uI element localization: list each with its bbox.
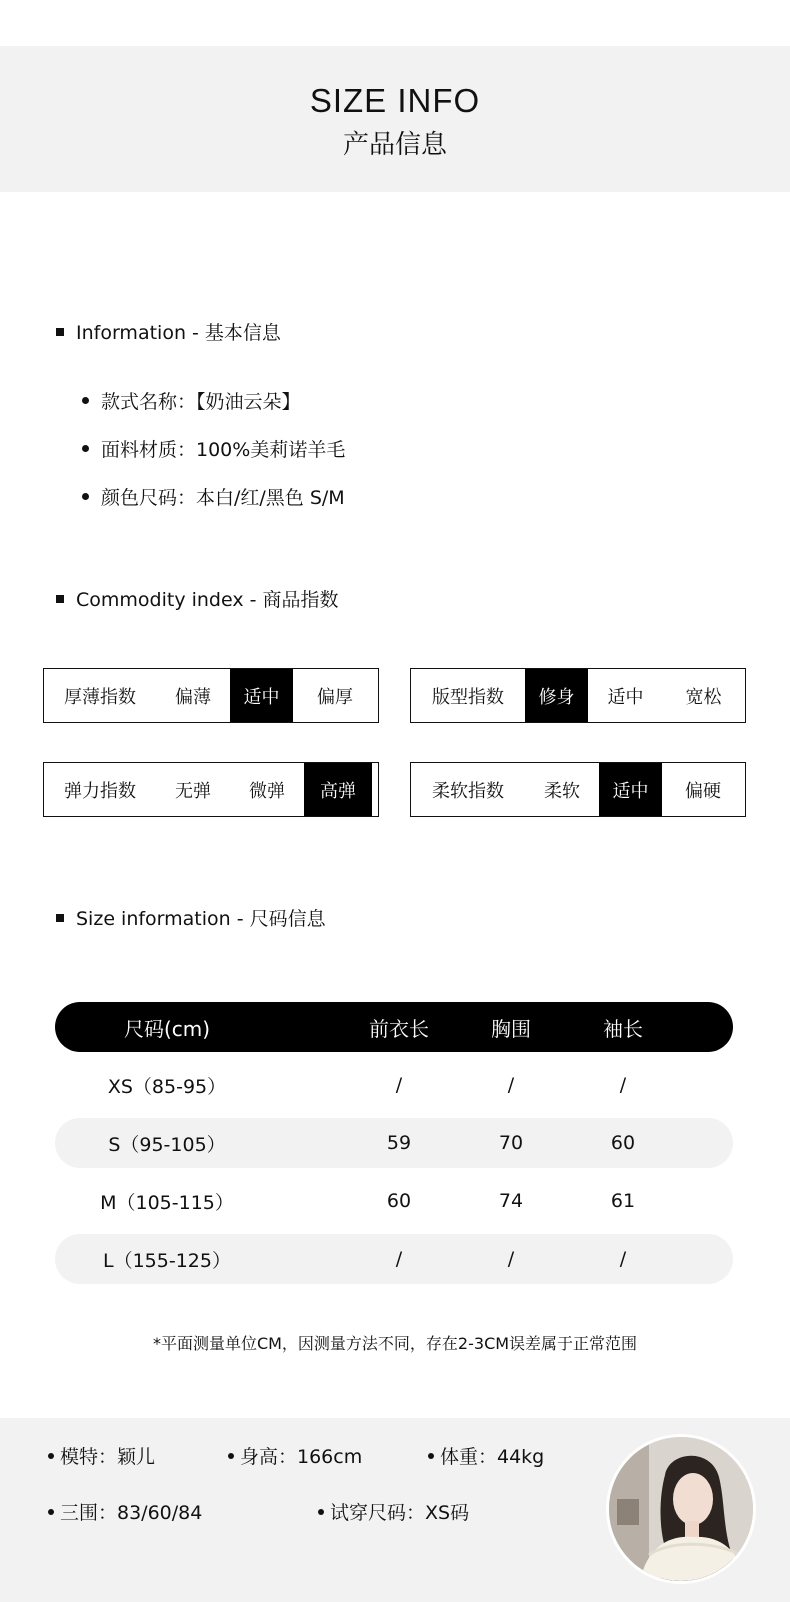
model-height-text: 身高：166cm [240, 1446, 363, 1468]
dot-bullet-icon [82, 445, 89, 452]
info-item-style [82, 386, 345, 434]
index-name: 厚薄指数 [64, 686, 136, 708]
square-bullet-icon [56, 328, 64, 336]
model-measurements-text: 三围：83/60/84 [60, 1502, 203, 1524]
information-list [82, 386, 345, 530]
cell-chest: 74 [498, 1190, 524, 1212]
size-table-header [55, 1002, 733, 1052]
dot-bullet-icon [228, 1453, 234, 1459]
table-row [55, 1176, 733, 1226]
table-row [55, 1060, 733, 1110]
softness-index [410, 762, 746, 817]
index-option: 微弹 [249, 780, 285, 802]
cell-length: / [395, 1074, 403, 1096]
size-heading [56, 904, 326, 931]
info-item-text: 面料材质：100%美莉诺羊毛 [101, 439, 346, 461]
index-option: 偏硬 [685, 780, 721, 802]
model-weight-text: 体重：44kg [440, 1446, 545, 1468]
index-option: 柔软 [544, 780, 580, 802]
index-option: 偏薄 [175, 686, 211, 708]
commodity-heading [56, 585, 339, 612]
cell-size: S（95-105） [108, 1133, 226, 1156]
model-fit-size-text: 试穿尺码：XS码 [330, 1502, 470, 1524]
cell-size: XS（85-95） [107, 1075, 227, 1098]
model-avatar [606, 1434, 756, 1584]
cell-chest: 70 [498, 1132, 524, 1154]
model-name-text: 模特：颖儿 [60, 1446, 156, 1468]
model-height [228, 1442, 362, 1469]
index-option: 适中 [230, 669, 293, 722]
dot-bullet-icon [48, 1509, 54, 1515]
info-item-text: 颜色尺码：本白/红/黑色 S/M [101, 487, 345, 509]
index-option: 宽松 [685, 686, 722, 708]
index-name: 弹力指数 [64, 780, 136, 802]
index-option: 高弹 [304, 763, 372, 816]
cell-sleeve: 60 [610, 1132, 636, 1154]
cell-length: / [395, 1248, 403, 1270]
fit-index [410, 668, 746, 723]
page-title: SIZE INFO [309, 82, 481, 119]
page-subtitle: 产品信息 [342, 130, 447, 160]
cell-length: 59 [386, 1132, 412, 1154]
dot-bullet-icon [82, 493, 89, 500]
info-item-fabric [82, 434, 345, 482]
thickness-index [43, 668, 379, 723]
model-name [48, 1442, 155, 1469]
information-heading-text: Information - 基本信息 [76, 322, 281, 344]
cell-sleeve: / [619, 1074, 627, 1096]
cell-size: M（105-115） [100, 1191, 234, 1214]
table-row [55, 1118, 733, 1168]
information-heading [56, 318, 281, 345]
info-item-text: 款式名称：【奶油云朵】 [101, 391, 301, 413]
index-option: 偏厚 [317, 686, 353, 708]
index-name: 柔软指数 [432, 780, 504, 802]
dot-bullet-icon [82, 397, 89, 404]
info-item-color-size [82, 482, 345, 530]
table-row [55, 1234, 733, 1284]
header-length: 前衣长 [369, 1016, 429, 1041]
commodity-heading-text: Commodity index - 商品指数 [76, 589, 339, 611]
model-measurements [48, 1498, 202, 1525]
cell-length: 60 [386, 1190, 412, 1212]
elasticity-index [43, 762, 379, 817]
model-fit-size [318, 1498, 469, 1525]
index-option: 修身 [525, 669, 588, 722]
cell-size: L（155-125） [103, 1249, 231, 1272]
measurement-note: *平面测量单位CM，因测量方法不同，存在2-3CM误差属于正常范围 [152, 1334, 638, 1353]
cell-chest: / [507, 1074, 515, 1096]
model-weight [428, 1442, 544, 1469]
header-sleeve: 袖长 [603, 1016, 643, 1041]
dot-bullet-icon [428, 1453, 434, 1459]
header-band [0, 46, 790, 192]
square-bullet-icon [56, 595, 64, 603]
index-option: 无弹 [175, 780, 211, 802]
dot-bullet-icon [318, 1509, 324, 1515]
index-option: 适中 [599, 763, 662, 816]
index-option: 适中 [607, 686, 644, 708]
cell-sleeve: 61 [610, 1190, 636, 1212]
header-chest: 胸围 [491, 1016, 531, 1041]
size-heading-text: Size information - 尺码信息 [76, 908, 326, 930]
square-bullet-icon [56, 914, 64, 922]
cell-chest: / [507, 1248, 515, 1270]
model-portrait-image [609, 1437, 756, 1584]
index-name: 版型指数 [432, 686, 504, 708]
size-table [55, 1002, 733, 1284]
cell-sleeve: / [619, 1248, 627, 1270]
model-info-band [0, 1418, 790, 1602]
dot-bullet-icon [48, 1453, 54, 1459]
header-size: 尺码(cm) [123, 1016, 211, 1041]
